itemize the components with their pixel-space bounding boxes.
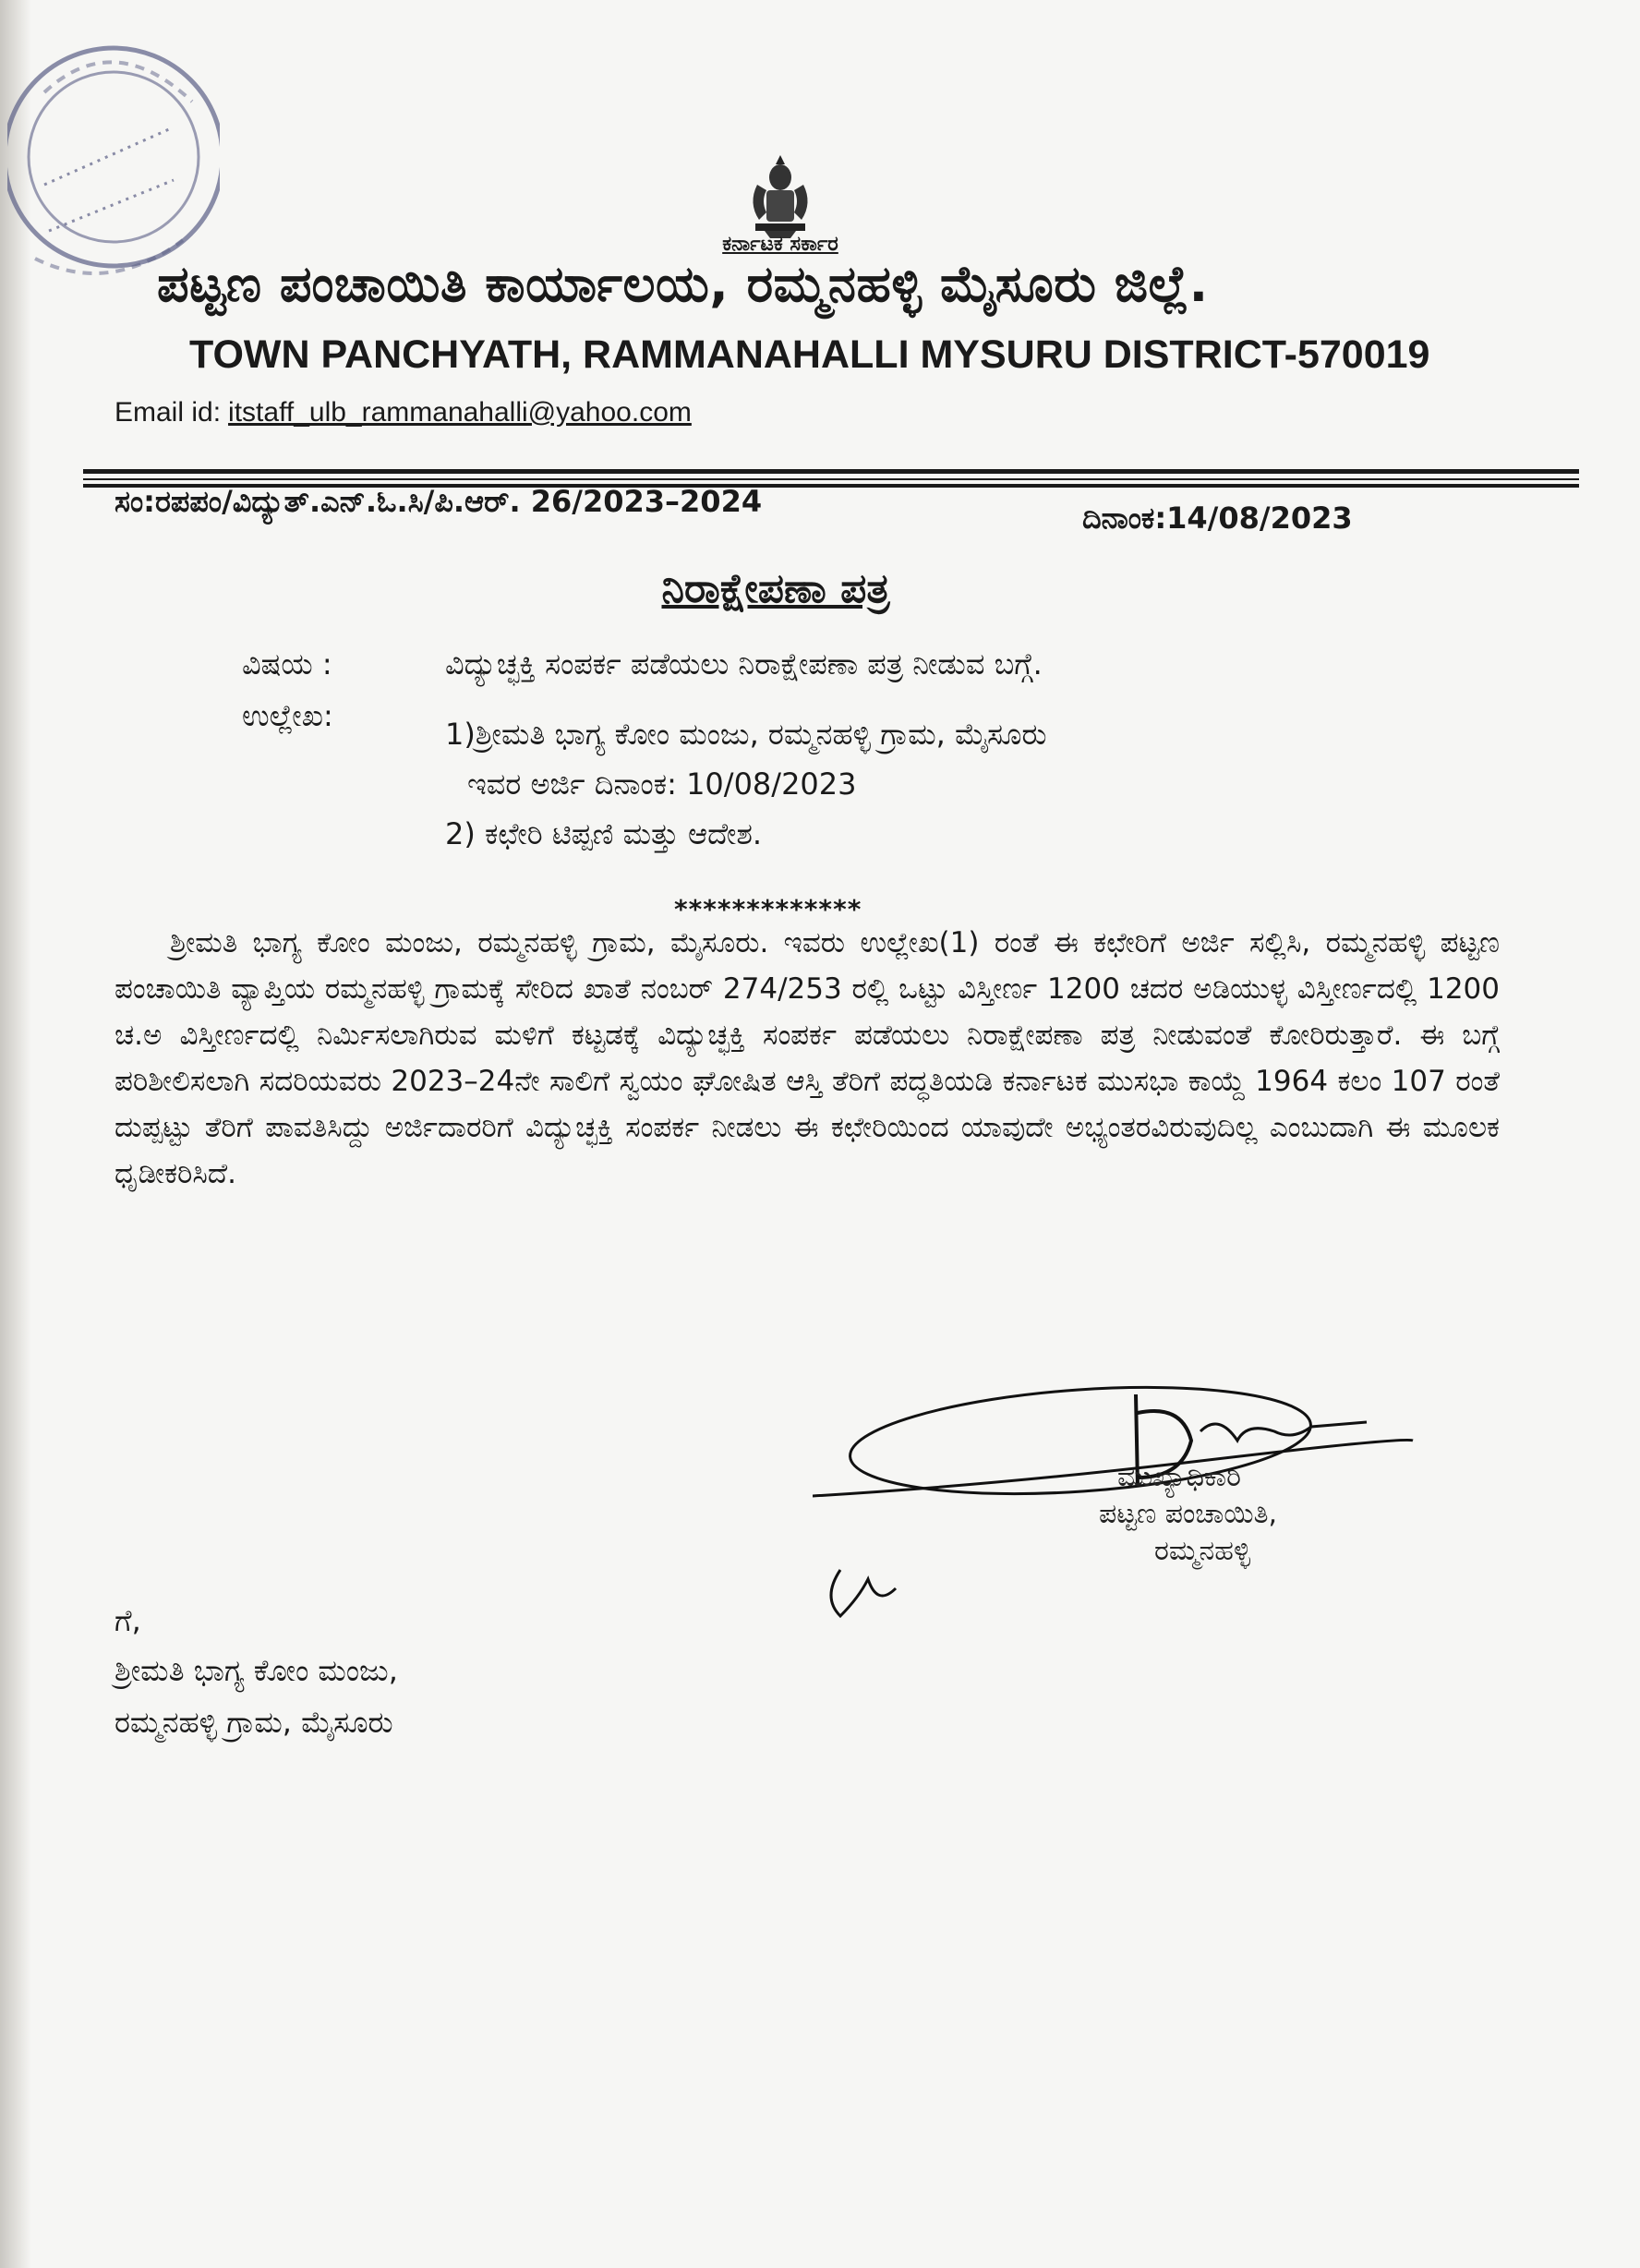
signatory-place: ರಮ್ಮನಹಳ್ಳಿ xyxy=(1154,1535,1251,1567)
scanned-page-edge xyxy=(0,0,31,2268)
reference-label: ಉಲ್ಲೇಖ: xyxy=(242,698,333,733)
subject-value: ವಿದ್ಯುಚ್ಛಕ್ತಿ ಸಂಪರ್ಕ ಪಡೆಯಲು ನಿರಾಕ್ಷೇಪಣಾ ಪತ್ರ ನೀಡುವ ಬಗ್ಗೆ. xyxy=(445,646,1043,682)
government-label: ಕರ್ನಾಟಕ ಸರ್ಕಾರ xyxy=(722,233,838,256)
office-name-english: TOWN PANCHYATH, RAMMANAHALLI MYSURU DISTRICT-570019 xyxy=(189,332,1430,377)
email-label: Email id: xyxy=(115,397,222,428)
reference-item-2: 2) ಕಛೇರಿ ಟಿಪ್ಪಣಿ ಮತ್ತು ಆದೇಶ. xyxy=(445,816,763,851)
signatory-office: ಪಟ್ಟಣ ಪಂಚಾಯಿತಿ, xyxy=(1099,1498,1278,1530)
email-line xyxy=(115,397,692,428)
reference-item-1: 1)ಶ್ರೀಮತಿ ಭಾಗ್ಯ ಕೋಂ ಮಂಜು, ರಮ್ಮನಹಳ್ಳಿ ಗ್ರಾಮ, ಮೈಸೂರು xyxy=(445,717,1047,752)
email-address: itstaff_ulb_rammanahalli@yahoo.com xyxy=(228,397,692,428)
recipient-address: ರಮ್ಮನಹಳ್ಳಿ ಗ್ರಾಮ, ಮೈಸೂರು xyxy=(115,1705,393,1740)
office-seal-stamp xyxy=(7,18,220,296)
office-name-kannada: ಪಟ್ಟಣ ಪಂಚಾಯಿತಿ ಕಾರ್ಯಾಲಯ, ರಮ್ಮನಹಳ್ಳಿ ಮೈಸೂರು ಜಿಲ್ಲೆ. xyxy=(157,255,1209,313)
letter-date: ದಿನಾಂಕ:14/08/2023 xyxy=(1082,501,1353,536)
recipient-name: ಶ್ರೀಮತಿ ಭಾಗ್ಯ ಕೋಂ ಮಂಜು, xyxy=(115,1653,398,1688)
subject-label: ವಿಷಯ : xyxy=(242,646,332,682)
signatory-stamp xyxy=(1080,1459,1468,1570)
recipient-to-label: ಗೆ, xyxy=(115,1603,141,1638)
separator-stars: ************* xyxy=(674,894,862,924)
document-title: ನಿರಾಕ್ಷೇಪಣಾ ಪತ್ರ xyxy=(661,565,890,612)
body-paragraph: ಶ್ರೀಮತಿ ಭಾಗ್ಯ ಕೋಂ ಮಂಜು, ರಮ್ಮನಹಳ್ಳಿ ಗ್ರಾಮ, ಮೈಸೂರು. ಇವರು ಉಲ್ಲೇಖ(1) ರಂತೆ ಈ ಕಛೇರಿಗೆ ಅರ್ಜಿ ಸಲ್ಲಿಸಿ, ರಮ್ಮನಹಳ್ಳಿ ಪಟ್ಟಣ ಪಂಚಾಯಿತಿ ವ್ಯಾಪ್ತಿಯ ರಮ್ಮನಹಳ್ಳಿ ಗ್ರಾಮಕ್ಕೆ ಸೇರಿದ ಖಾತೆ ನಂಬರ್ 274/253 ರಲ್ಲಿ ಒಟ್ಟು ವಿಸ್ತೀರ್ಣ 1200 ಚದರ ಅಡಿಯುಳ್ಳ ವಿಸ್ತೀರ್ಣದಲ್ಲಿ 1200 ಚ.ಅ ವಿಸ್ತೀರ್ಣದಲ್ಲಿ ನಿರ್ಮಿಸಲಾಗಿರುವ ಮಳಿಗೆ ಕಟ್ಟಡಕ್ಕೆ ವಿದ್ಯುಚ್ಛಕ್ತಿ ಸಂಪರ್ಕ ಪಡೆಯಲು ನಿರಾಕ್ಷೇಪಣಾ ಪತ್ರ ನೀಡುವಂತೆ ಕೋರಿರುತ್ತಾರೆ. ಈ ಬಗ್ಗೆ ಪರಿಶೀಲಿಸಲಾಗಿ ಸದರಿಯವರು 2023–24ನೇ ಸಾಲಿಗೆ ಸ್ವಯಂ ಘೋಷಿತ ಆಸ್ತಿ ತೆರಿಗೆ ಪದ್ಧತಿಯಡಿ ಕರ್ನಾಟಕ ಮುಸಭಾ ಕಾಯ್ದೆ 1964 ಕಲಂ 107 ರಂತೆ ದುಪ್ಪಟ್ಟು ತೆರಿಗೆ ಪಾವತಿಸಿದ್ದು ಅರ್ಜಿದಾರರಿಗೆ ವಿದ್ಯುಚ್ಛಕ್ತಿ ಸಂಪರ್ಕ ನೀಡಲು ಈ ಕಛೇರಿಯಿಂದ ಯಾವುದೇ ಅಭ್ಯಂತರವಿರುವುದಿಲ್ಲ ಎಂಬುದಾಗಿ ಈ ಮೂಲಕ ಧೃಡೀಕರಿಸಿದೆ. xyxy=(115,926,1500,1190)
state-emblem-icon xyxy=(739,148,822,240)
signatory-designation: ಮುಖ್ಯಾಧಿಕಾರಿ xyxy=(1117,1461,1241,1493)
header-rule xyxy=(83,478,1579,480)
reference-item-1-date: ಇವರ ಅರ್ಜಿ ದಿನಾಂಕ: 10/08/2023 xyxy=(467,766,857,802)
reference-number: ಸಂ:ರಪಪಂ/ವಿದ್ಯುತ್.ಎನ್.ಓ.ಸಿ/ಪಿ.ಆರ್. 26/2023–2024 xyxy=(115,484,763,519)
header-rule xyxy=(83,469,1579,474)
